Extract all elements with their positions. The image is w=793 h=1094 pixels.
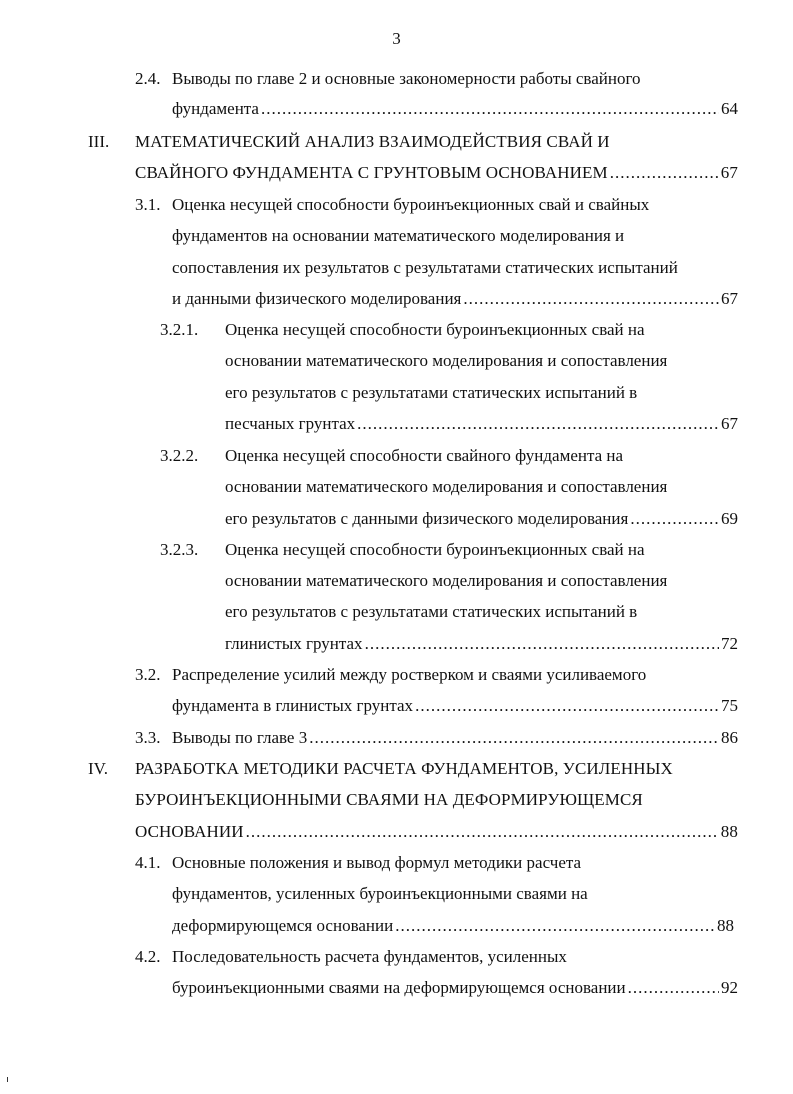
- entry-title-line: основании математического моделирования и сопоставления: [225, 351, 668, 370]
- entry-number: 3.2.1.: [160, 320, 199, 339]
- entry-page-number: 86: [721, 728, 738, 747]
- entry-title-line: фундамента в глинистых грунтах: [172, 696, 414, 715]
- entry-title-line: Последовательность расчета фундаментов, усиленных: [172, 947, 567, 966]
- chapter-number: III.: [88, 132, 110, 151]
- dot-leader: [246, 821, 719, 843]
- entry-number: 3.1.: [135, 195, 161, 214]
- entry-title-line: сопоставления их результатов с результатами статических испытаний: [172, 258, 678, 277]
- entry-title-line: Оценка несущей способности буроинъекционных свай и свайных: [172, 195, 650, 214]
- dot-leader: [630, 508, 719, 530]
- entry-number: 3.2.2.: [160, 446, 199, 465]
- entry-title-line: деформирующемся основании: [172, 916, 394, 935]
- entry-page-number: 69: [721, 509, 738, 528]
- entry-title-line: Оценка несущей способности свайного фундамента на: [225, 446, 624, 465]
- entry-title-line: Оценка несущей способности буроинъекционных свай на: [225, 320, 645, 339]
- entry-title-line: его результатов с результатами статических испытаний в: [225, 383, 638, 402]
- entry-title-line: буроинъекционными сваями на деформирующемся основании: [172, 978, 626, 997]
- entry-title-line: фундаментов на основании математического моделирования и: [172, 226, 625, 245]
- scan-mark: [7, 1077, 8, 1082]
- toc-entry-leader-line: [172, 695, 738, 717]
- entry-page-number: 88: [717, 916, 734, 935]
- entry-title-line: фундаментов, усиленных буроинъекционными сваями на: [172, 884, 588, 903]
- entry-page-number: 88: [720, 822, 738, 841]
- entry-number: 4.1.: [135, 853, 161, 872]
- entry-title-line: Основные положения и вывод формул методики расчета: [172, 853, 582, 872]
- entry-number: 3.3.: [135, 728, 161, 747]
- dot-leader: [357, 413, 719, 435]
- chapter-title-line: РАЗРАБОТКА МЕТОДИКИ РАСЧЕТА ФУНДАМЕНТОВ, УСИЛЕННЫХ: [135, 759, 673, 778]
- entry-title-line: Распределение усилий между ростверком и сваями усиливаемого: [172, 665, 647, 684]
- entry-page-number: 64: [721, 99, 738, 118]
- toc-entry-leader-line: [135, 162, 738, 184]
- toc-entry-leader-line: [172, 98, 738, 120]
- entry-title-line: и данными физического моделирования: [172, 289, 462, 308]
- toc-entry-leader-line: [225, 508, 738, 530]
- toc-entry-leader-line: [172, 727, 738, 749]
- entry-title-line: Выводы по главе 2 и основные закономерности работы свайного: [172, 69, 641, 88]
- dot-leader: [463, 288, 719, 310]
- entry-number: 3.2.: [135, 665, 161, 684]
- toc-entry-leader-line: [135, 821, 738, 843]
- toc-entry-leader-line: [172, 915, 734, 937]
- entry-page-number: 67: [720, 163, 738, 182]
- entry-title-line: глинистых грунтах: [225, 634, 363, 653]
- entry-page-number: 67: [721, 414, 738, 433]
- entry-page-number: 72: [721, 634, 738, 653]
- entry-number: 2.4.: [135, 69, 161, 88]
- entry-title-line: песчаных грунтах: [225, 414, 356, 433]
- toc-entry-leader-line: [172, 288, 738, 310]
- chapter-title-line: МАТЕМАТИЧЕСКИЙ АНАЛИЗ ВЗАИМОДЕЙСТВИЯ СВАЙ И: [135, 132, 610, 151]
- entry-title-line: его результатов с данными физического моделирования: [225, 509, 629, 528]
- entry-page-number: 67: [721, 289, 738, 308]
- dot-leader: [415, 695, 719, 717]
- entry-title-line: Оценка несущей способности буроинъекционных свай на: [225, 540, 645, 559]
- toc-entry-leader-line: [225, 413, 738, 435]
- entry-number: 3.2.3.: [160, 540, 199, 559]
- dot-leader: [309, 727, 719, 749]
- entry-title-line: его результатов с результатами статических испытаний в: [225, 602, 638, 621]
- page-number: 3: [392, 29, 401, 48]
- chapter-title-line: СВАЙНОГО ФУНДАМЕНТА С ГРУНТОВЫМ ОСНОВАНИЕМ: [135, 163, 608, 182]
- entry-page-number: 92: [721, 978, 738, 997]
- dot-leader: [628, 977, 719, 999]
- dot-leader: [395, 915, 715, 937]
- toc-entry-leader-line: [172, 977, 738, 999]
- entry-number: 4.2.: [135, 947, 161, 966]
- entry-page-number: 75: [721, 696, 738, 715]
- entry-title-line: основании математического моделирования и сопоставления: [225, 477, 668, 496]
- dot-leader: [261, 98, 719, 120]
- entry-title-line: основании математического моделирования и сопоставления: [225, 571, 668, 590]
- chapter-number: IV.: [88, 759, 108, 778]
- chapter-title-line: ОСНОВАНИИ: [135, 822, 244, 841]
- dot-leader: [610, 162, 719, 184]
- entry-title-line: Выводы по главе 3: [172, 728, 308, 747]
- dot-leader: [365, 633, 719, 655]
- entry-title-line: фундамента: [172, 99, 259, 118]
- chapter-title-line: БУРОИНЪЕКЦИОННЫМИ СВАЯМИ НА ДЕФОРМИРУЮЩЕМСЯ: [135, 790, 643, 809]
- toc-entry-leader-line: [225, 633, 738, 655]
